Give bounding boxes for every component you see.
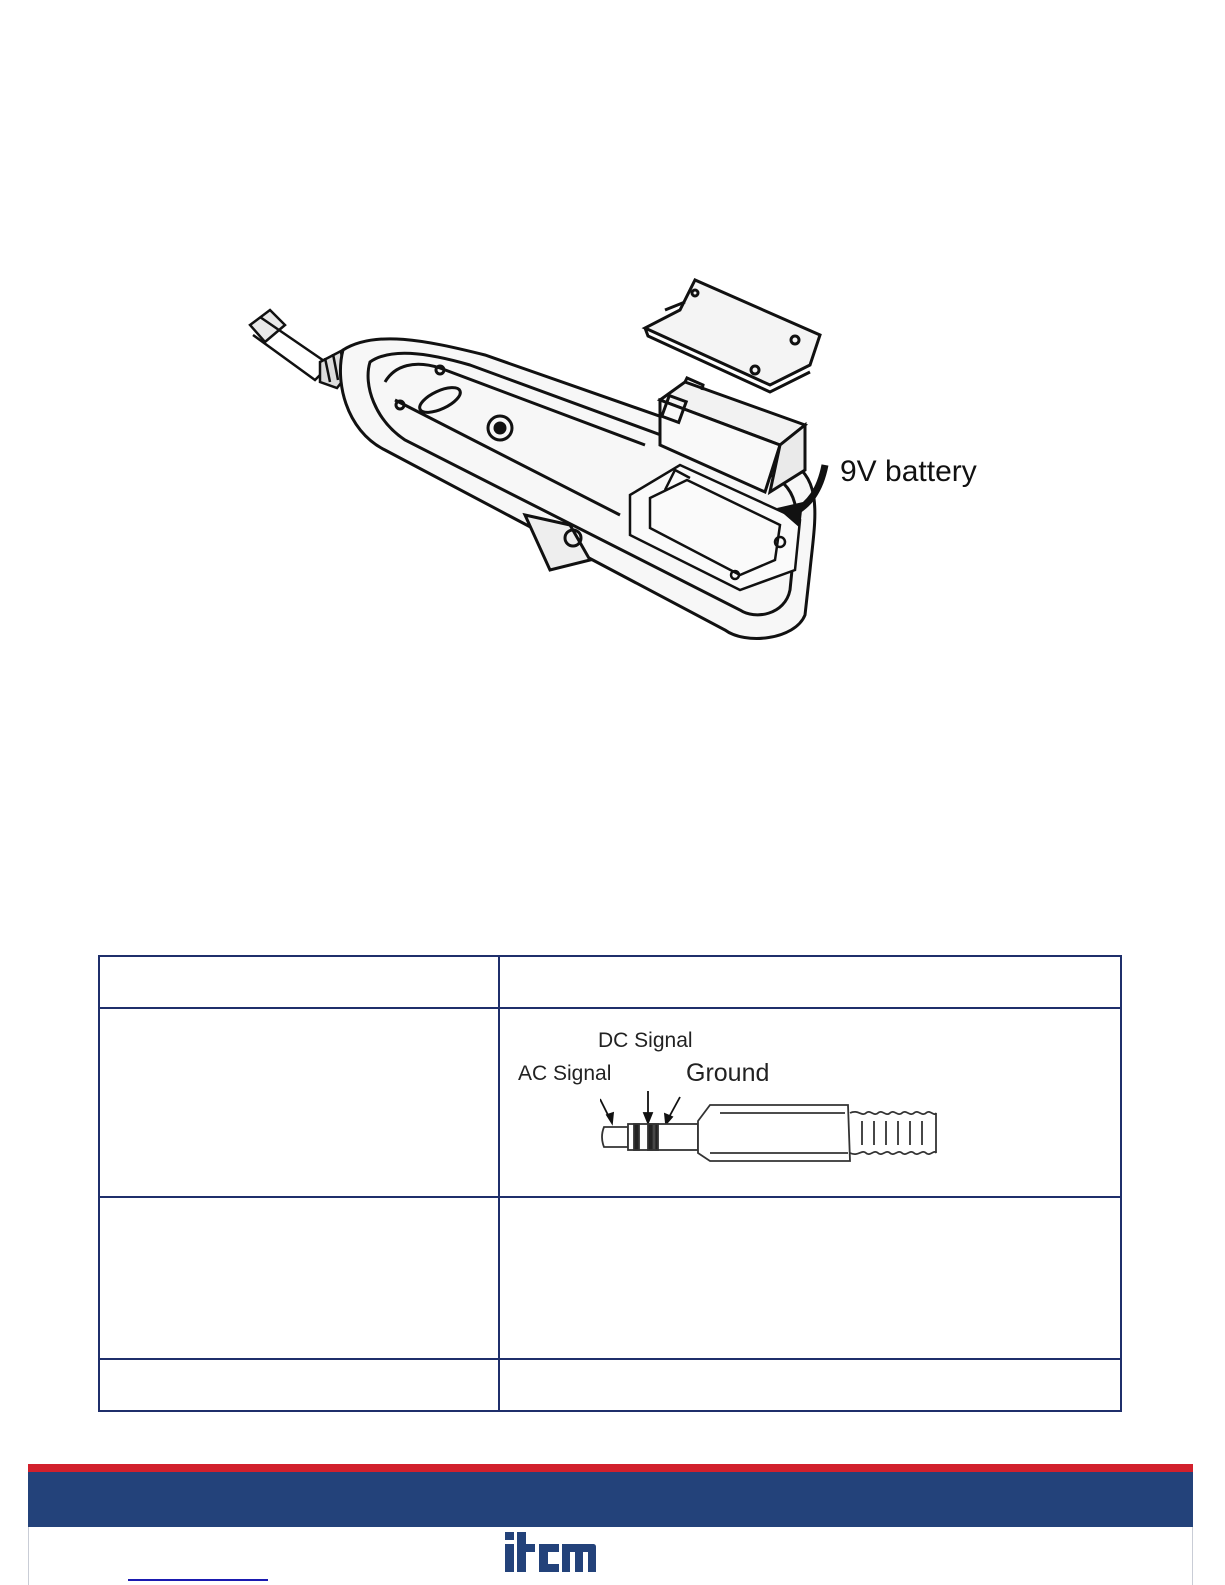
audio-plug-icon [600, 1091, 940, 1166]
table-row [99, 1008, 1121, 1197]
plug-diagram [500, 1009, 1120, 1196]
ac-signal-label: AC Signal [518, 1062, 612, 1085]
table-cell [499, 1197, 1121, 1359]
table-row [99, 1359, 1121, 1411]
table-row [99, 1197, 1121, 1359]
table-cell [99, 1008, 499, 1197]
table-cell [499, 956, 1121, 1008]
dc-signal-label: DC Signal [598, 1029, 693, 1052]
ground-label: Ground [686, 1059, 770, 1087]
plug-diagram-cell [499, 1008, 1121, 1197]
footer-accent-bar [28, 1464, 1193, 1472]
meter-body-icon [340, 339, 814, 639]
table-cell [99, 1359, 499, 1411]
spec-table [98, 955, 1122, 1412]
battery-label: 9V battery [840, 455, 977, 488]
table-cell [99, 956, 499, 1008]
table-cell [99, 1197, 499, 1359]
footer-link-underline[interactable] [128, 1579, 268, 1581]
footer-strip [28, 1527, 1193, 1585]
itm-logo [503, 1530, 597, 1574]
table-row [99, 956, 1121, 1008]
footer-brand-band [28, 1472, 1193, 1527]
table-cell [499, 1359, 1121, 1411]
battery-cover-icon [645, 280, 820, 392]
